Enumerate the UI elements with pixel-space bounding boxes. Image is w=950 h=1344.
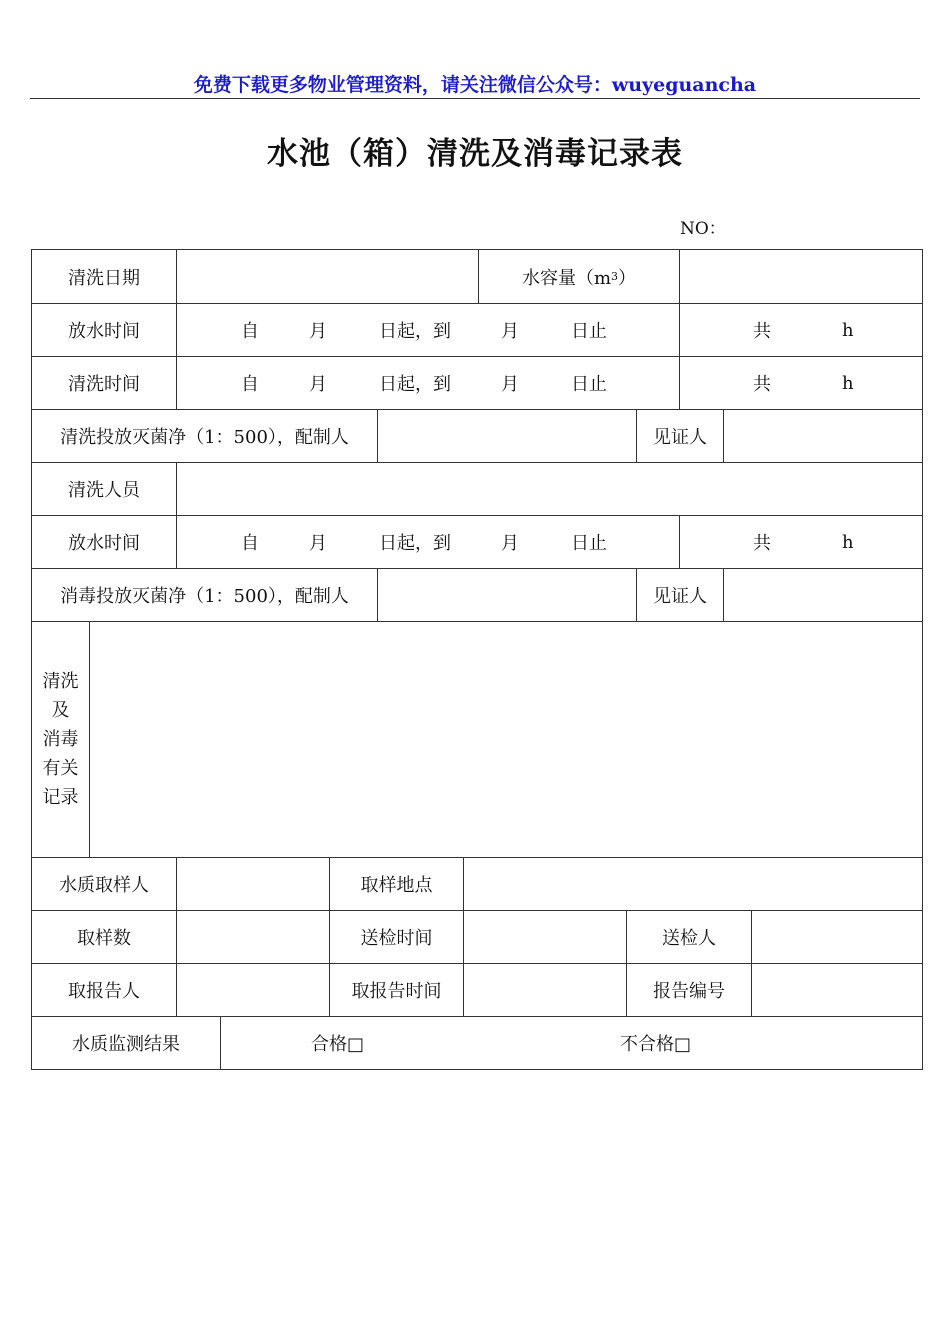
report-time-label: 取报告时间 xyxy=(329,964,463,1016)
clean-staff-label: 清洗人员 xyxy=(68,480,140,501)
report-no-field[interactable] xyxy=(751,964,922,1016)
header-divider xyxy=(30,98,920,99)
clean-witness-label: 见证人 xyxy=(636,410,723,462)
sample-count-field[interactable] xyxy=(176,911,329,963)
report-no-label: 报告编号 xyxy=(626,964,751,1016)
disinfect-agent-label: 消毒投放灭菌净（1：500），配制人 xyxy=(60,586,349,607)
drain-time-range-2[interactable]: 自 月 日起，到 月 日止 xyxy=(176,516,679,568)
row-disinfect-agent xyxy=(32,568,922,621)
page-title: 水池（箱）清洗及消毒记录表 xyxy=(267,136,683,172)
result-options xyxy=(220,1017,922,1069)
sample-location-label: 取样地点 xyxy=(329,858,463,910)
row-records xyxy=(32,621,922,857)
sample-location-field[interactable] xyxy=(463,858,922,910)
water-volume-label: 水容量（m 3 ） xyxy=(478,250,679,303)
drain-total-hours-2[interactable]: 共 h xyxy=(679,516,922,568)
disinfect-agent-preparer-field[interactable] xyxy=(377,569,636,621)
sampler-label: 水质取样人 xyxy=(59,875,149,896)
clean-time-label: 清洗时间 xyxy=(68,374,140,395)
clean-staff-field[interactable] xyxy=(176,463,922,515)
row-drain-time-2 xyxy=(32,515,922,568)
drain-total-hours[interactable]: 共 h xyxy=(679,304,922,356)
row-sampler xyxy=(32,857,922,910)
clean-date-label: 清洗日期 xyxy=(68,267,140,289)
clean-witness-field[interactable] xyxy=(723,410,922,462)
disinfect-witness-label: 见证人 xyxy=(636,569,723,621)
report-taker-field[interactable] xyxy=(176,964,329,1016)
records-label: 清洗 及 消毒 有关 记录 xyxy=(42,671,79,808)
result-label: 水质监测结果 xyxy=(72,1034,180,1055)
drain-time-label: 放水时间 xyxy=(68,321,140,342)
row-clean-time xyxy=(32,356,922,409)
clean-agent-label: 清洗投放灭菌净（1：500），配制人 xyxy=(60,427,349,448)
row-sample-count xyxy=(32,910,922,963)
clean-total-hours[interactable]: 共 h xyxy=(679,357,922,409)
row-drain-time xyxy=(32,303,922,356)
sender-label: 送检人 xyxy=(626,911,751,963)
drain-time-range[interactable]: 自 月 日起，到 月 日止 xyxy=(176,304,679,356)
clean-agent-preparer-field[interactable] xyxy=(377,410,636,462)
row-report xyxy=(32,963,922,1016)
row-clean-staff xyxy=(32,462,922,515)
sample-count-label: 取样数 xyxy=(77,928,131,949)
record-number-label: NO： xyxy=(680,219,726,239)
send-time-field[interactable] xyxy=(463,911,626,963)
fail-checkbox[interactable]: 不合格□ xyxy=(620,1034,692,1055)
row-result xyxy=(32,1016,922,1069)
send-time-label: 送检时间 xyxy=(329,911,463,963)
clean-date-field[interactable] xyxy=(176,250,478,303)
clean-time-range[interactable]: 自 月 日起，到 月 日止 xyxy=(176,357,679,409)
report-time-field[interactable] xyxy=(463,964,626,1016)
sender-field[interactable] xyxy=(751,911,922,963)
report-taker-label: 取报告人 xyxy=(68,981,140,1002)
disinfect-witness-field[interactable] xyxy=(723,569,922,621)
water-volume-field[interactable] xyxy=(679,250,922,303)
pass-checkbox[interactable]: 合格□ xyxy=(311,1034,365,1055)
records-field[interactable] xyxy=(89,622,922,857)
promo-header: 免费下载更多物业管理资料，请关注微信公众号：wuyeguancha xyxy=(193,74,757,96)
record-form-table xyxy=(31,249,923,1070)
drain-time-label-2: 放水时间 xyxy=(68,533,140,554)
row-clean-date xyxy=(32,250,922,303)
sampler-field[interactable] xyxy=(176,858,329,910)
row-clean-agent xyxy=(32,409,922,462)
